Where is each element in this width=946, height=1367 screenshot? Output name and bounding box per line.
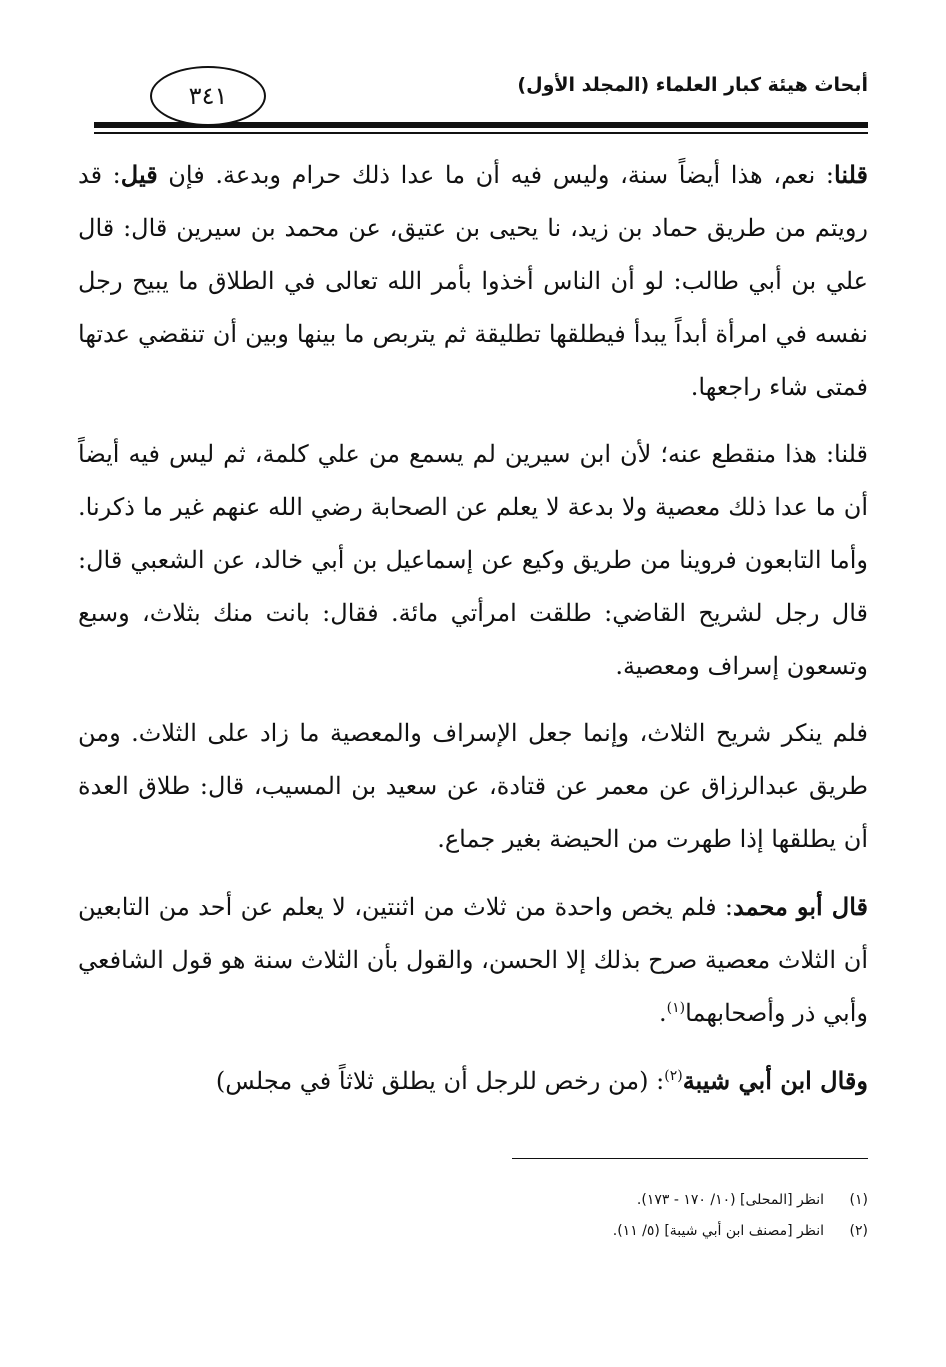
paragraph-text: فلم ينكر شريح الثلاث، وإنما جعل الإسراف والمعصية ما زاد على الثلاث. ومن طريق عبدالرزاق عن معمر عن قتادة، عن سعيد بن المسيب، قال: طلاق العدة أن يطلقها إذا طهرت من الحيضة بغير جماع. [78,719,868,853]
page-number: ٣٤١ [150,66,266,126]
paragraph-1 [78,148,868,414]
paragraph-text: : (من رخص للرجل أن يطلق ثلاثاً في مجلس) [215,1067,665,1095]
footnote-ref[interactable]: (٢) [664,1068,683,1084]
footnote-text: انظر [مصنف ابن أبي شيبة] (٥/ ١١). [612,1223,824,1239]
footnote-number: (١) [849,1192,868,1208]
paragraph-lead: قيل [120,160,158,189]
paragraph-4 [78,707,868,866]
paragraph-lead: وقال ابن أبي شيبة [682,1066,868,1095]
paragraph-lead: قال أبو محمد [733,892,868,921]
paragraph-3 [78,428,868,693]
page-header [78,66,868,136]
footnote-number: (٢) [849,1223,868,1239]
paragraph-lead: قلنا [834,160,868,189]
main-text [78,148,868,1108]
running-title: أبحاث هيئة كبار العلماء (المجلد الأول) [517,74,868,96]
paragraph-text: : نعم، هذا أيضاً سنة، وليس فيه أن ما عدا ذلك حرام وبدعة. فإن [168,161,835,189]
footnote-ref[interactable]: (١) [666,1000,686,1016]
paragraph-5 [78,880,868,1040]
footnote-2 [78,1216,868,1247]
footnote-1 [78,1185,868,1216]
paragraph-text: قلنا: هذا منقطع عنه؛ لأن ابن سيرين لم يسمع من علي كلمة، ثم ليس فيه أيضاً أن ما عدا ذلك معصية ولا بدعة لا يعلم عن الصحابة رضي الله عنهم غير ما ذكرنا. وأما التابعون فروينا من طريق وكيع عن إسماعيل بن أبي خالد، عن الشعبي قال: قال رجل لشريح القاضي: طلقت امرأتي مائة. فقال: بانت منك بثلاث، وسبع وتسعون إسراف ومعصية. [78,440,868,680]
paragraph-tail: . [659,999,667,1027]
footnotes [78,1185,868,1247]
footnote-separator [512,1158,868,1159]
paragraph-text: : قد رويتم من طريق حماد بن زيد، نا يحيى بن عتيق، عن محمد بن سيرين قال: قال علي بن أبي طالب: لو أن الناس أخذوا بأمر الله تعالى في الطلاق ما يبيح رجل نفسه في امرأة أبداً يبدأ فيطلقها تطليقة ثم يتربص ما بينها وبين أن تنقضي عدتها فمتى شاء راجعها. [78,161,868,401]
paragraph-text: : فلم يخص واحدة من ثلاث من اثنتين، لا يعلم عن أحد من التابعين أن الثلاث معصية صرح بذلك إلا الحسن، والقول بأن الثلاث سنة هو قول الشافعي وأبي ذر وأصحابهما [78,893,868,1027]
footnote-text: انظر [المحلى] (١٠/ ١٧٠ - ١٧٣). [636,1192,824,1208]
header-rule-thin [94,132,868,134]
paragraph-6 [78,1054,868,1108]
